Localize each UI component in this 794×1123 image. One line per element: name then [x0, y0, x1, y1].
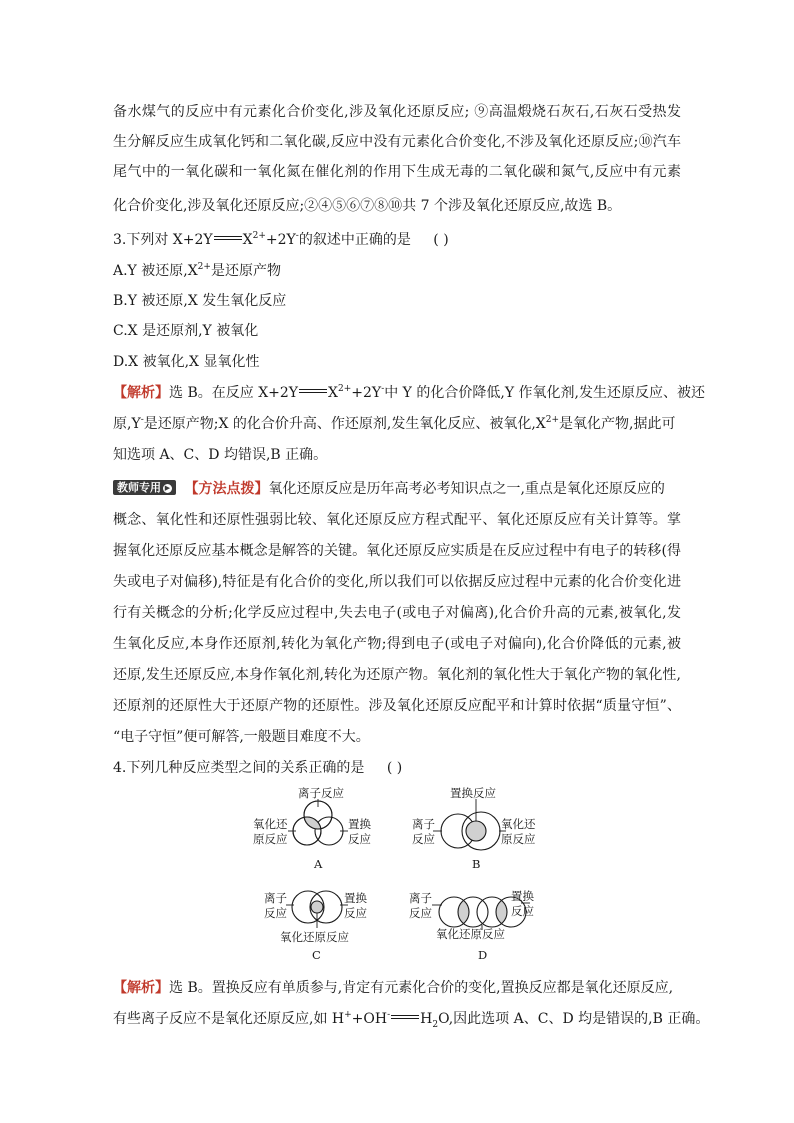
diagram-b-right-label-1: 氧化还: [501, 817, 536, 831]
diagram-b-left-label-1: 离子: [412, 817, 435, 831]
diagram-b-right-label-2: 原反应: [501, 832, 536, 846]
q3-option-a: A.Y 被还原$,X^{2+}$是还原产物: [113, 262, 281, 279]
diagram-d-caption: D: [478, 948, 488, 962]
equals-bar: [391, 1015, 419, 1019]
q4-answer-paren: ( ): [386, 760, 403, 776]
method-line-1: 教师专用 ▶ 【方法点拨】氧化还原反应是历年高考必考知识点之一,重点是氧化还原反应的: [113, 479, 665, 499]
diagram-b-left-label-2: 反应: [412, 832, 435, 846]
diagram-c-right-label-1: 置换: [344, 891, 367, 905]
q3-option-c: C.X 是还原剂,Y 被氧化: [113, 323, 259, 339]
analysis-tag: 【解析】: [113, 385, 169, 401]
diagram-b-caption: B: [472, 857, 481, 871]
diagram-c-inner-circle: [311, 901, 323, 913]
diagram-a-right-circle: [315, 817, 343, 845]
method-tag: 【方法点拨】: [184, 481, 269, 497]
diagram-c-bottom-label: 氧化还原反应: [280, 930, 349, 944]
diagram-a: [253, 786, 371, 871]
diagram-b: [412, 786, 536, 871]
q3-analysis-line-3: 知选项 A、C、D 均错误,B 正确。: [113, 447, 328, 463]
prev-analysis-line-2: 生分解反应生成氧化钙和二氧化碳,反应中没有元素化合价变化,不涉及氧化还原反应;⑩汽车: [113, 134, 681, 150]
prev-analysis-line-3: 尾气中的一氧化碳和一氧化氮在催化剂的作用下生成无毒的二氧化碳和氮气,反应中有元素: [113, 164, 681, 180]
diagram-a-caption: A: [314, 857, 323, 871]
venn-diagrams: [240, 785, 560, 965]
diagram-a-left-label-2: 原反应: [253, 832, 288, 846]
q4-analysis-line-2: 有些离子反应不是氧化还原反应,如 H++OH- $H_2O$,因此选项 A、C、D 均是错误的,B 正确。: [113, 1010, 710, 1030]
diagram-c-left-label-2: 反应: [264, 906, 287, 920]
q3-stem: 3.下列对 X+2Y $X^{2+}+2Y^-$的叙述中正确的是 ( ): [113, 231, 449, 248]
diagram-a-left-label-1: 氧化还: [253, 817, 288, 831]
diagram-c: [264, 891, 367, 962]
teacher-only-badge: 教师专用 ▶: [113, 480, 176, 495]
method-line-4: 失或电子对偏移),特征是有化合价的变化,所以我们可以依据反应过程中元素的化合价变化进: [113, 574, 681, 590]
equals-bar: [214, 236, 242, 240]
diagram-c-caption: C: [312, 948, 321, 962]
method-line-7: 还原,发生还原反应,本身作氧化剂,转化为还原产物。氧化剂的氧化性大于氧化产物的氧化性,: [113, 667, 681, 683]
q3-answer-paren: ( ): [433, 232, 449, 248]
diagram-b-top-label: 置换反应: [450, 786, 496, 800]
diagram-a-right-label-1: 置换: [348, 817, 371, 831]
diagram-d-right-label-1: 置换: [511, 889, 534, 903]
q3-analysis-line-2: 原,Y-是还原产物;X 的化合价升高、作还原剂,发生氧化反应、被氧化$,X^{2+}$是氧化产物,据此可: [113, 415, 676, 432]
analysis-tag: 【解析】: [113, 980, 169, 996]
diagram-c-right-label-2: 反应: [344, 906, 367, 920]
play-icon: ▶: [164, 484, 171, 492]
diagram-d-bottom-label: 氧化还原反应: [436, 927, 505, 941]
prev-analysis-line-1: 备水煤气的反应中有元素化合价变化,涉及氧化还原反应; ⑨高温煅烧石灰石,石灰石受热发: [113, 104, 681, 120]
method-line-2: 概念、氧化性和还原性强弱比较、氧化还原反应方程式配平、氧化还原反应有关计算等。掌: [113, 512, 681, 528]
q4-stem: 4.下列几种反应类型之间的关系正确的是 ( ): [113, 760, 403, 776]
equals-bar: [299, 389, 327, 393]
diagram-b-inner-circle: [466, 821, 486, 841]
diagram-a-right-label-2: 反应: [348, 832, 371, 846]
method-line-5: 行有关概念的分析;化学反应过程中,失去电子(或电子对偏离),化合价升高的元素,被氧化,发: [113, 605, 681, 621]
method-line-6: 生氧化反应,本身作还原剂,转化为氧化产物;得到电子(或电子对偏向),化合价降低的元素,被: [113, 636, 681, 652]
diagram-c-left-label-1: 离子: [264, 891, 287, 905]
q3-option-b: B.Y 被还原,X 发生氧化反应: [113, 293, 287, 309]
method-line-9: “电子守恒”便可解答,一般题目难度不大。: [113, 729, 370, 745]
method-line-3: 握氧化还原反应基本概念是解答的关键。氧化还原反应实质是在反应过程中有电子的转移(得: [113, 543, 681, 559]
q4-analysis-line-1: 【解析】选 B。置换反应有单质参与,肯定有元素化合价的变化,置换反应都是氧化还原反应,: [113, 980, 674, 996]
method-line-8: 还原剂的还原性大于还原产物的还原性。涉及氧化还原反应配平和计算时依据“质量守恒”、: [113, 698, 681, 714]
q3-analysis-line-1: 【解析】选 B。在反应 X+2Y $X^{2+}+2Y^-$中 Y 的化合价降低,Y 作氧化剂,发生还原反应、被还: [113, 384, 705, 401]
diagram-d: [409, 889, 534, 962]
q3-option-d: D.X 被氧化,X 显氧化性: [113, 354, 260, 370]
diagram-d-left-label-1: 离子: [409, 891, 432, 905]
diagram-d-left-label-2: 反应: [409, 906, 432, 920]
diagram-d-right-label-2: 反应: [511, 904, 534, 918]
diagram-a-top-label: 离子反应: [298, 786, 344, 800]
prev-analysis-line-4: 化合价变化,涉及氧化还原反应;②④⑤⑥⑦⑧⑩共 7 个涉及氧化还原反应,故选 B。: [113, 198, 622, 214]
